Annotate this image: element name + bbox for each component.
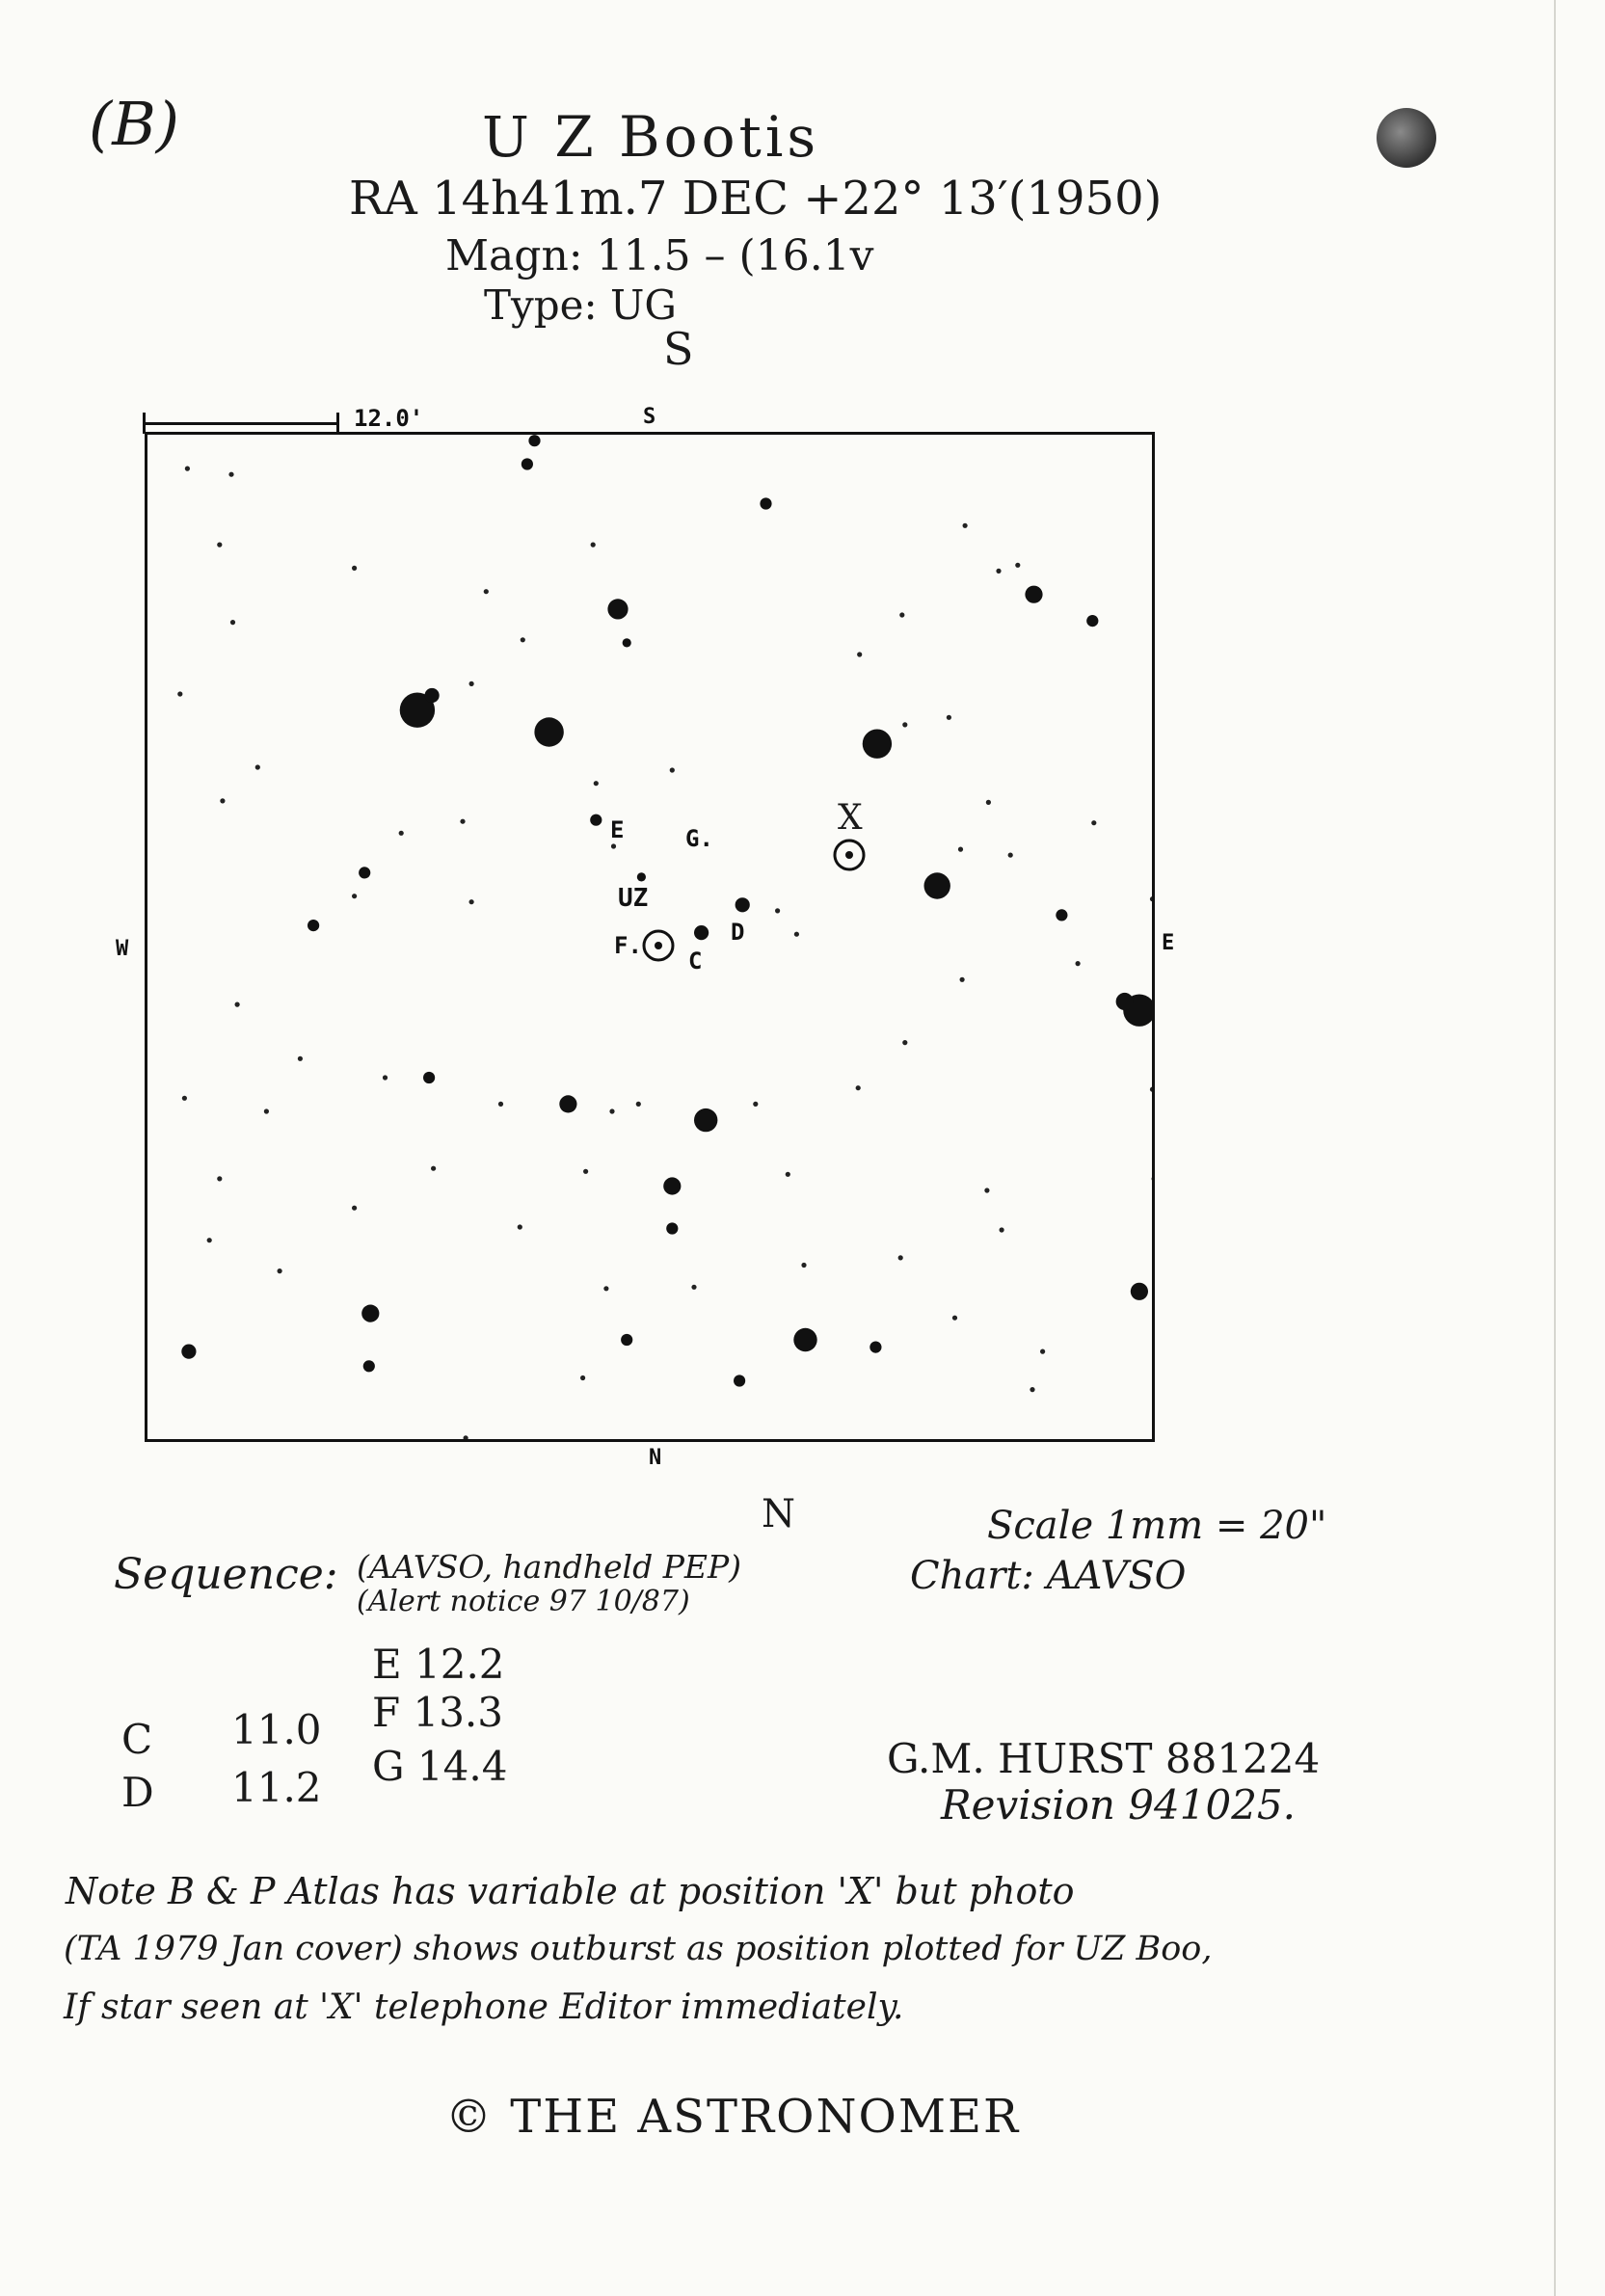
scale-note: Scale 1mm = 20" (987, 1504, 1327, 1548)
chart-letter-b: (B) (89, 89, 179, 159)
faint-star-32 (498, 1102, 503, 1107)
faint-star-62 (594, 781, 599, 786)
star-5 (1116, 993, 1134, 1010)
label-x: X (838, 798, 863, 838)
star-18 (522, 458, 533, 469)
faint-star-20 (947, 715, 951, 720)
label-e: E (610, 816, 625, 843)
star-2 (863, 730, 892, 759)
faint-star-11 (670, 767, 675, 772)
star-21 (1086, 615, 1098, 627)
sequence-d-label: D (121, 1769, 154, 1816)
sequence-source-1: (AAVSO, handheld PEP) (357, 1548, 742, 1586)
scale-bar-tick-right (336, 413, 339, 434)
faint-star-14 (591, 543, 596, 547)
star-8 (607, 599, 628, 619)
star-10 (425, 688, 440, 703)
scale-bar-label: 12.0' (354, 405, 424, 432)
faint-star-48 (278, 1268, 282, 1273)
north-marker-handwritten: N (762, 1492, 795, 1536)
faint-star-64 (352, 894, 357, 898)
faint-star-8 (399, 831, 404, 836)
faint-star-50 (603, 1286, 608, 1291)
faint-star-34 (636, 1102, 641, 1107)
faint-star-17 (1008, 853, 1013, 858)
faint-star-42 (984, 1188, 989, 1192)
star-3 (924, 872, 950, 898)
faint-star-52 (801, 1263, 806, 1268)
star-9 (1025, 586, 1042, 603)
star-chart-frame (145, 432, 1155, 1442)
faint-star-30 (264, 1108, 269, 1113)
star-28 (363, 1360, 375, 1372)
note-line-1: Note B & P Atlas has variable at position 'X' but photo (66, 1870, 1075, 1912)
faint-star-55 (1040, 1349, 1045, 1354)
faint-star-44 (583, 1169, 588, 1174)
star-13 (361, 1305, 379, 1322)
faint-star-13 (484, 589, 489, 594)
faint-star-47 (352, 1206, 357, 1211)
direction-east: E (1162, 931, 1175, 955)
faint-star-43 (786, 1172, 790, 1177)
magnitude-range: Magn: 11.5 – (16.1v (445, 231, 874, 280)
uz-position-dot (655, 942, 662, 949)
faint-star-15 (469, 681, 474, 686)
label-g: G. (685, 825, 713, 852)
star-11 (559, 1095, 576, 1112)
star-19 (528, 435, 540, 446)
direction-north: N (649, 1446, 662, 1470)
south-marker-handwritten: S (663, 323, 694, 375)
star-chart (147, 435, 1152, 1439)
faint-star-35 (753, 1102, 758, 1107)
star-6 (694, 1108, 717, 1132)
faint-star-24 (899, 612, 904, 617)
star-15 (736, 897, 750, 912)
star-23 (359, 867, 370, 878)
scale-bar (143, 422, 339, 425)
faint-star-66 (1091, 820, 1096, 825)
star-29 (621, 1334, 632, 1346)
star-32 (623, 638, 631, 647)
faint-star-23 (996, 569, 1001, 574)
label-uz: UZ (618, 884, 649, 913)
sequence-e: E 12.2 (372, 1641, 505, 1688)
faint-star-57 (1000, 1227, 1004, 1232)
page-title: U Z Bootis (482, 104, 820, 170)
label-d: D (731, 919, 745, 946)
sequence-c-label: C (121, 1716, 153, 1763)
faint-star-56 (1030, 1387, 1034, 1392)
faint-star-19 (902, 722, 907, 727)
copyright-notice: © THE ASTRONOMER (445, 2090, 1021, 2144)
faint-star-3 (352, 566, 357, 571)
sequence-f: F 13.3 (372, 1689, 504, 1736)
faint-star-63 (469, 899, 474, 904)
faint-star-65 (1150, 896, 1152, 901)
corner-ink-blot (1377, 108, 1436, 168)
faint-star-38 (960, 977, 965, 982)
faint-star-12 (521, 637, 525, 642)
star-12 (663, 1177, 681, 1194)
page-margin-line (1554, 0, 1556, 2296)
star-1 (534, 717, 563, 746)
faint-star-9 (460, 819, 465, 824)
star-25 (1056, 909, 1067, 921)
faint-star-7 (220, 798, 225, 803)
faint-star-21 (963, 523, 968, 528)
faint-star-39 (1076, 961, 1081, 966)
scale-bar-tick-left (143, 413, 146, 434)
faint-star-40 (1150, 1087, 1152, 1092)
star-24 (308, 920, 319, 931)
faint-star-58 (580, 1375, 585, 1380)
author-signature: G.M. HURST 881224 (887, 1735, 1321, 1782)
faint-star-22 (1015, 563, 1020, 568)
faint-star-1 (185, 467, 190, 471)
faint-star-41 (1152, 1176, 1153, 1181)
star-7 (793, 1328, 816, 1351)
sequence-g: G 14.4 (372, 1743, 508, 1790)
star-20 (760, 497, 771, 509)
faint-star-49 (207, 1238, 212, 1242)
star-26 (423, 1072, 435, 1083)
label-f: F. (614, 932, 642, 959)
faint-star-16 (958, 847, 963, 852)
star-14 (1131, 1283, 1148, 1300)
faint-star-26 (235, 1002, 240, 1007)
faint-star-6 (255, 764, 260, 769)
star-33 (637, 872, 646, 881)
sequence-source-2: (Alert notice 97 10/87) (357, 1585, 690, 1618)
faint-star-61 (775, 908, 780, 913)
faint-star-31 (383, 1075, 388, 1080)
direction-west: W (116, 937, 129, 961)
faint-star-18 (986, 800, 991, 805)
faint-star-59 (464, 1435, 468, 1439)
coordinates: RA 14h41m.7 DEC +22° 13′(1950) (349, 172, 1163, 226)
faint-star-46 (431, 1166, 436, 1171)
x-position-dot (845, 851, 853, 859)
revision-date: Revision 941025. (941, 1781, 1296, 1829)
direction-south: S (643, 405, 656, 429)
faint-star-60 (794, 932, 799, 937)
variable-type: Type: UG (484, 281, 677, 329)
faint-star-54 (952, 1316, 957, 1321)
sequence-c-mag: 11.0 (231, 1706, 322, 1753)
faint-star-27 (298, 1056, 303, 1061)
star-16 (694, 925, 709, 940)
faint-star-37 (902, 1040, 907, 1045)
faint-star-29 (217, 1176, 222, 1181)
faint-star-53 (898, 1255, 903, 1260)
faint-star-45 (518, 1224, 522, 1229)
faint-star-10 (611, 843, 616, 848)
chart-source-note: Chart: AAVSO (910, 1554, 1187, 1598)
faint-star-25 (857, 652, 862, 656)
faint-star-33 (609, 1108, 614, 1113)
star-31 (869, 1342, 881, 1353)
faint-star-51 (691, 1285, 696, 1290)
note-line-2: (TA 1979 Jan cover) shows outburst as position plotted for UZ Boo, (64, 1930, 1213, 1968)
sequence-d-mag: 11.2 (231, 1764, 322, 1811)
faint-star-5 (177, 691, 182, 696)
faint-star-36 (856, 1085, 861, 1090)
star-27 (666, 1222, 678, 1234)
star-30 (734, 1375, 745, 1386)
faint-star-4 (230, 620, 235, 625)
star-17 (181, 1345, 196, 1359)
faint-star-2 (217, 543, 222, 547)
faint-star-0 (228, 472, 233, 477)
faint-star-28 (182, 1096, 187, 1101)
note-line-3: If star seen at 'X' telephone Editor immediately. (64, 1988, 904, 2027)
star-22 (590, 814, 602, 826)
label-c: C (688, 948, 703, 974)
sequence-label: Sequence: (114, 1550, 338, 1599)
